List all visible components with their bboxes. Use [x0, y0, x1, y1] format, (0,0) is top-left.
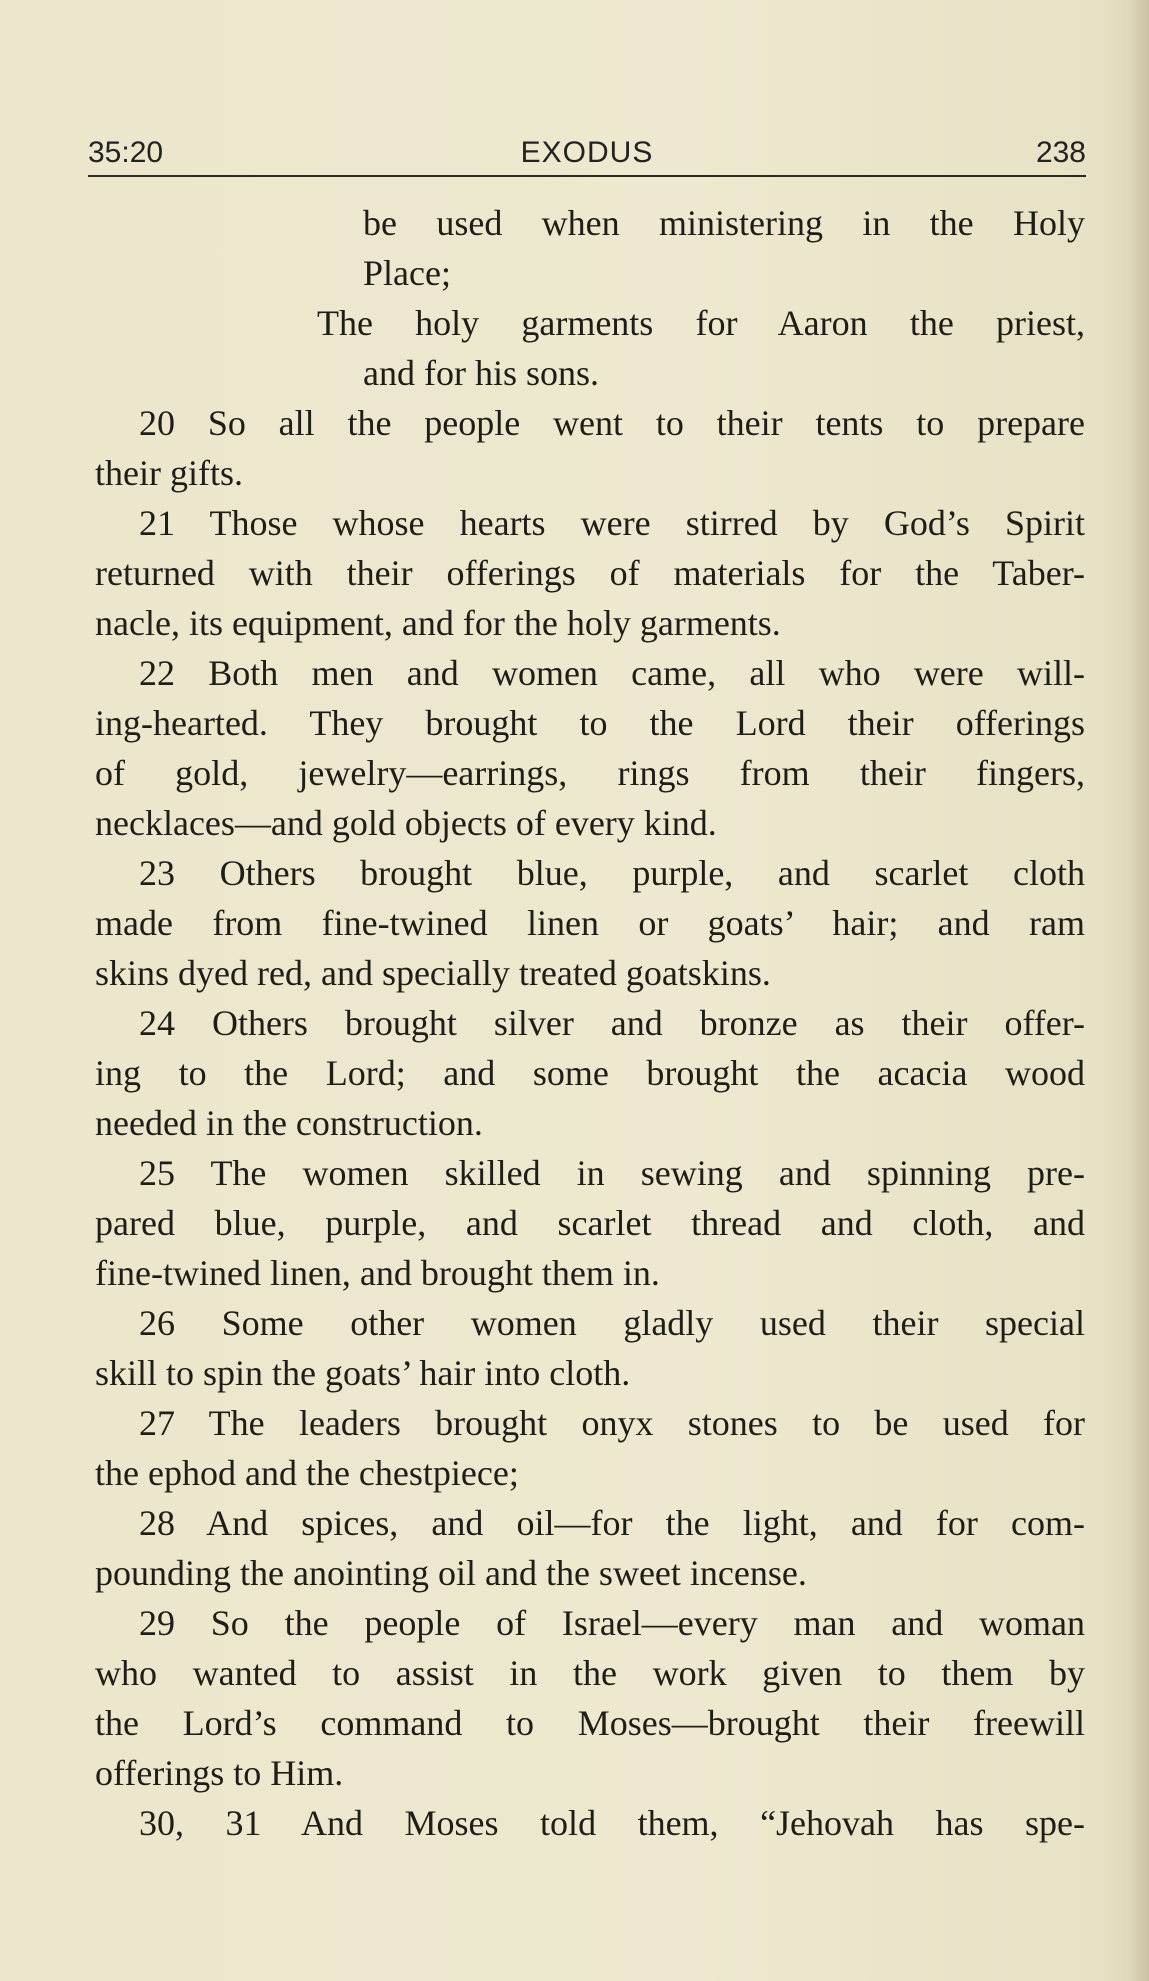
text-line: ing-hearted. They brought to the Lord their offerings — [95, 703, 1085, 743]
verse-start-line: 25 The women skilled in sewing and spinning pre- — [139, 1153, 1085, 1193]
header-rule — [88, 175, 1086, 177]
chapter-verse-ref: 35:20 — [88, 136, 164, 169]
text-line: fine-twined linen, and brought them in. — [95, 1253, 660, 1293]
text-line: nacle, its equipment, and for the holy garments. — [95, 603, 781, 643]
verse-start-line: 21 Those whose hearts were stirred by God’s Spirit — [139, 503, 1085, 543]
text-line: of gold, jewelry—earrings, rings from their fingers, — [95, 753, 1085, 793]
verse-start-line: 29 So the people of Israel—every man and woman — [139, 1603, 1085, 1643]
text-line: their gifts. — [95, 453, 243, 493]
text-line: made from fine-twined linen or goats’ hair; and ram — [95, 903, 1085, 943]
text-line: The holy garments for Aaron the priest, — [317, 303, 1085, 343]
text-line: skill to spin the goats’ hair into cloth. — [95, 1353, 631, 1393]
verse-start-line: 23 Others brought blue, purple, and scarlet cloth — [139, 853, 1085, 893]
text-line: ing to the Lord; and some brought the acacia wood — [95, 1053, 1085, 1093]
text-line: who wanted to assist in the work given to them by — [95, 1653, 1085, 1693]
verse-start-line: 28 And spices, and oil—for the light, and for com- — [139, 1503, 1085, 1543]
text-line: the ephod and the chestpiece; — [95, 1453, 519, 1493]
book-title: EXODUS — [520, 136, 654, 169]
verse-start-line: 22 Both men and women came, all who were will- — [139, 653, 1085, 693]
verse-start-line: 26 Some other women gladly used their special — [139, 1303, 1085, 1343]
body-text — [95, 198, 1085, 1848]
text-line: the Lord’s command to Moses—brought their freewill — [95, 1703, 1085, 1743]
verse-start-line: 24 Others brought silver and bronze as their offer- — [139, 1003, 1085, 1043]
text-line: necklaces—and gold objects of every kind. — [95, 803, 717, 843]
text-line: skins dyed red, and specially treated goatskins. — [95, 953, 771, 993]
verse-start-line: 27 The leaders brought onyx stones to be used for — [139, 1403, 1085, 1443]
text-line: pounding the anointing oil and the sweet incense. — [95, 1553, 807, 1593]
text-line: be used when ministering in the Holy — [363, 203, 1085, 243]
running-header — [88, 134, 1086, 172]
verse-start-line: 20 So all the people went to their tents to prepare — [139, 403, 1085, 443]
text-line: returned with their offerings of materials for the Taber- — [95, 553, 1085, 593]
page-edge — [1131, 0, 1149, 1981]
text-line: and for his sons. — [363, 353, 599, 393]
page-number: 238 — [1035, 136, 1086, 169]
text-line: Place; — [363, 253, 451, 293]
text-line: needed in the construction. — [95, 1103, 483, 1143]
text-line: offerings to Him. — [95, 1753, 344, 1793]
text-line: pared blue, purple, and scarlet thread and cloth, and — [95, 1203, 1085, 1243]
verse-start-line: 30, 31 And Moses told them, “Jehovah has spe- — [139, 1803, 1085, 1843]
